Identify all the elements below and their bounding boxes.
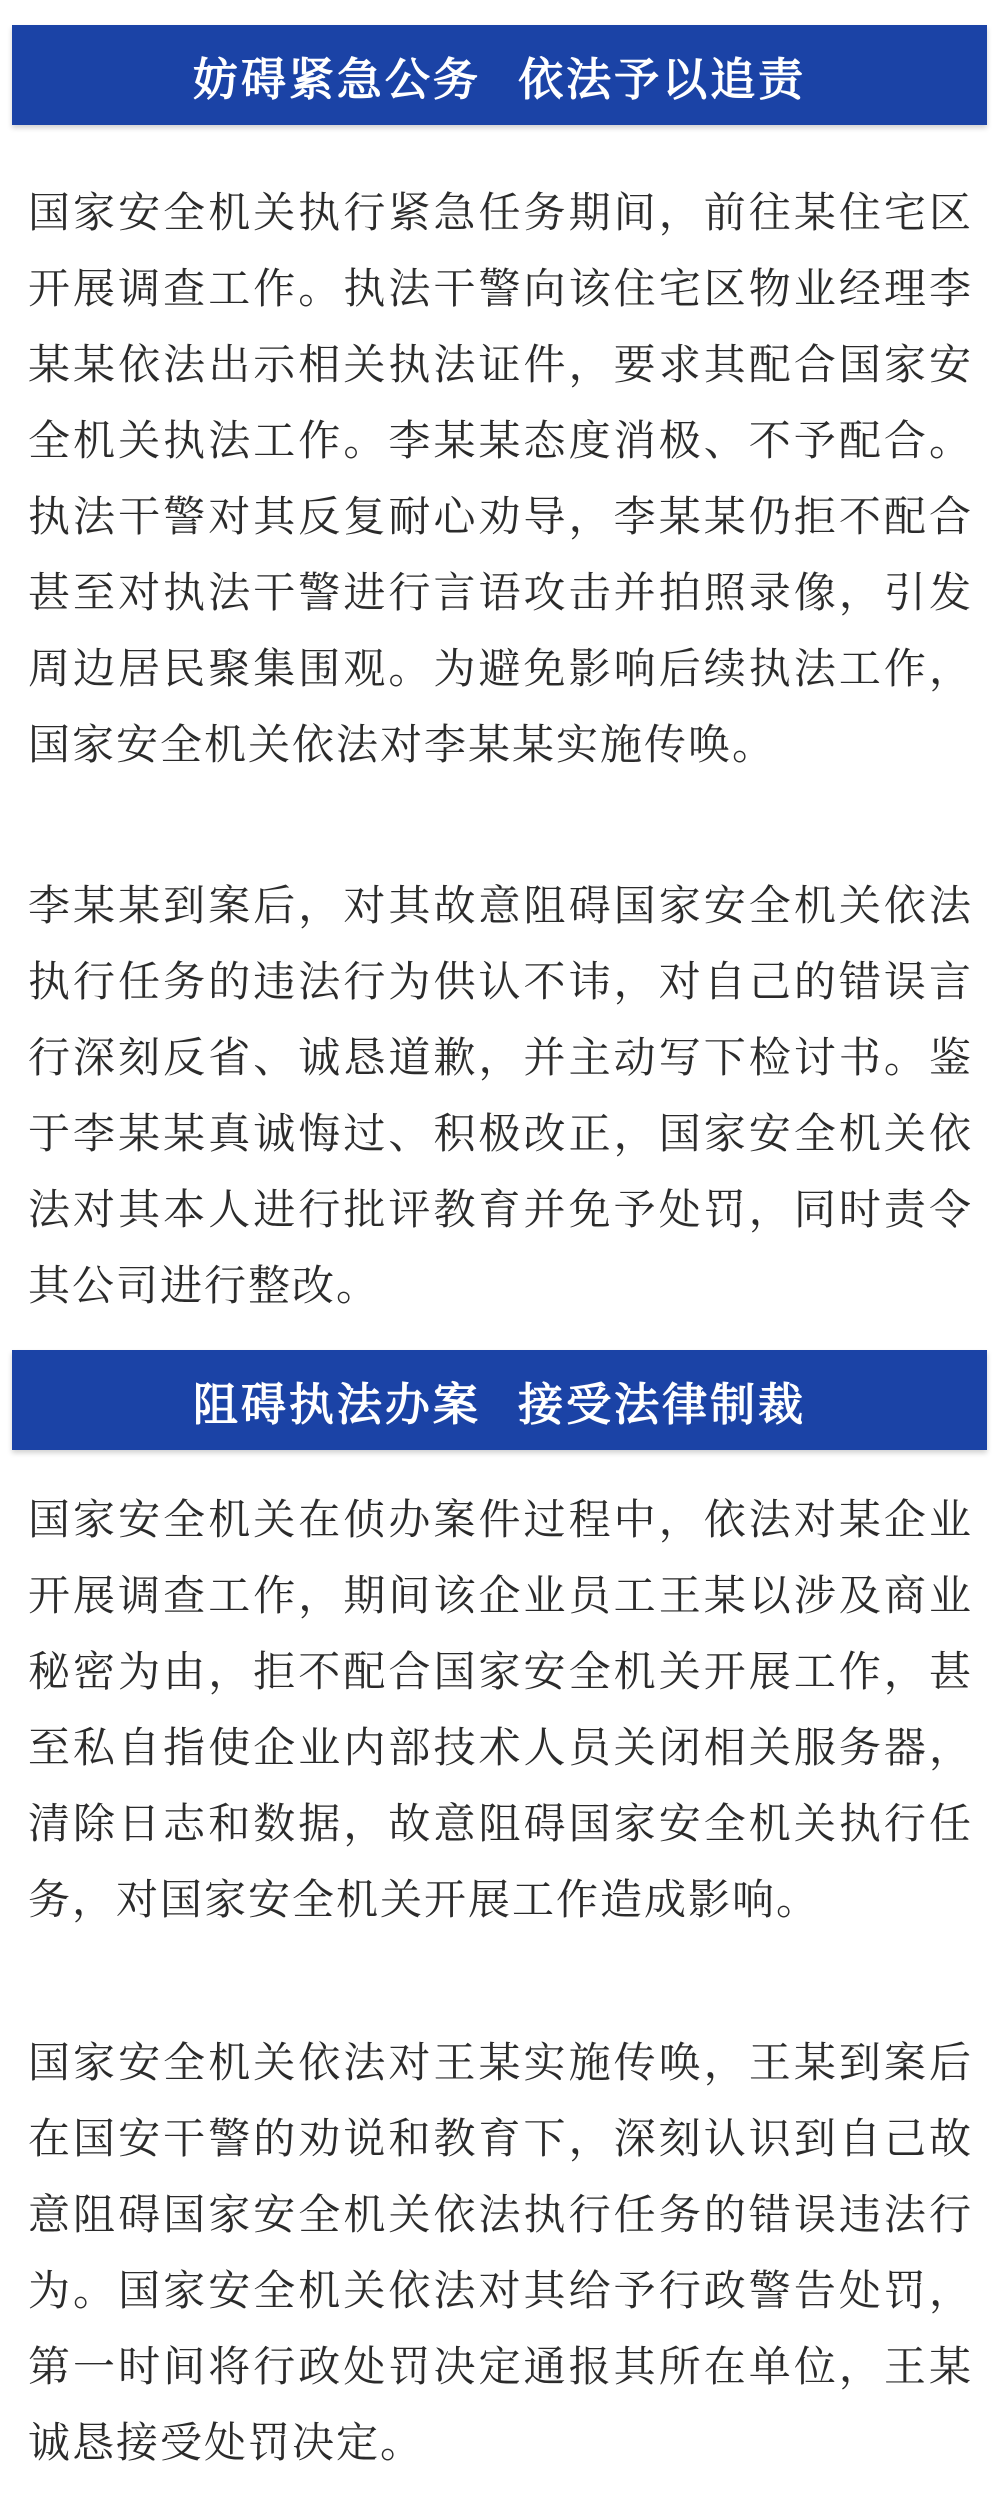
article-paragraph: 国家安全机关执行紧急任务期间，前往某住宅区开展调查工作。执法干警向该住宅区物业经理李某某依法出示相关执法证件，要求其配合国家安全机关执法工作。李某某态度消极、不予配合。执法干警对其反复耐心劝导，李某某仍拒不配合甚至对执法干警进行言语攻击并拍照录像，引发周边居民聚集围观。为避免影响后续执法工作，国家安全机关依法对李某某实施传唤。: [28, 188, 973, 769]
section-title-banner: [12, 25, 987, 125]
section-title-banner: [12, 1350, 987, 1450]
article-paragraph: 国家安全机关在侦办案件过程中，依法对某企业开展调查工作，期间该企业员工王某以涉及商业秘密为由，拒不配合国家安全机关开展工作，甚至私自指使企业内部技术人员关闭相关服务器，清除日志和数据，故意阻碍国家安全机关执行任务，对国家安全机关开展工作造成影响。: [28, 1495, 973, 1924]
section-title: 阻碍执法办案 接受法律制裁: [192, 1377, 807, 1431]
article-paragraph: 李某某到案后，对其故意阻碍国家安全机关依法执行任务的违法行为供认不讳，对自己的错误言行深刻反省、诚恳道歉，并主动写下检讨书。鉴于李某某真诚悔过、积极改正，国家安全机关依法对其本人进行批评教育并免予处罚，同时责令其公司进行整改。: [28, 881, 973, 1310]
section-title: 妨碍紧急公务 依法予以追责: [192, 52, 807, 106]
article-paragraph: 国家安全机关依法对王某实施传唤，王某到案后在国安干警的劝说和教育下，深刻认识到自己故意阻碍国家安全机关依法执行任务的错误违法行为。国家安全机关依法对其给予行政警告处罚，第一时间将行政处罚决定通报其所在单位，王某诚恳接受处罚决定。: [28, 2038, 973, 2467]
